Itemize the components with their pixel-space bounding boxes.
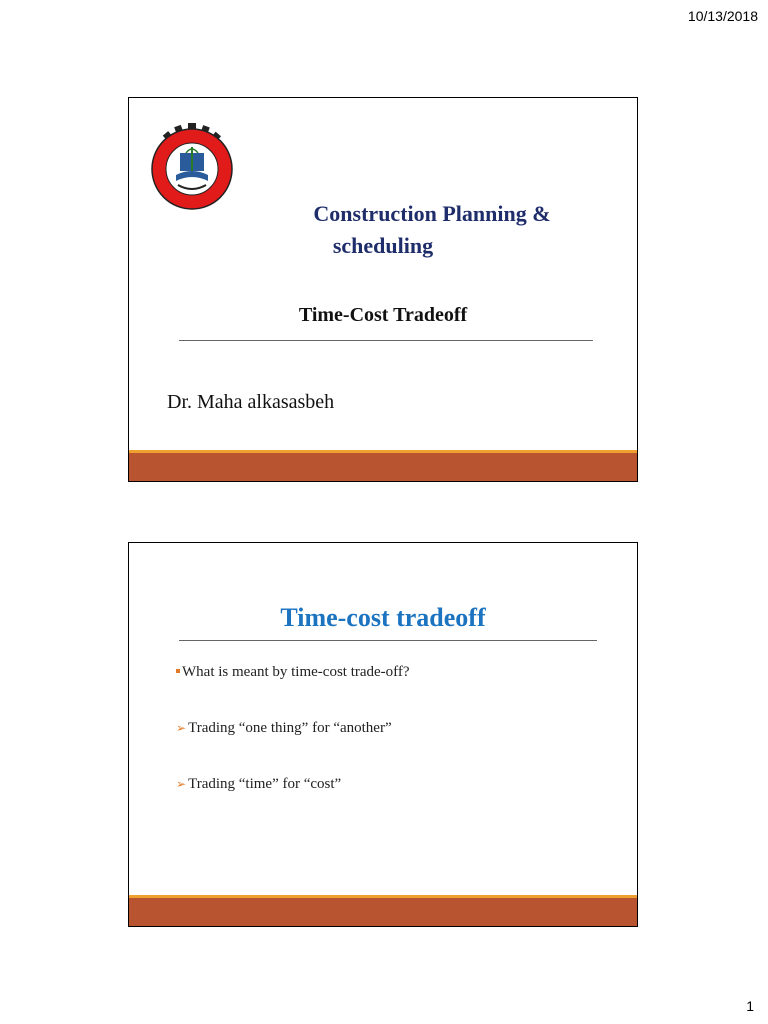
list-item bbox=[176, 776, 341, 793]
deck-title bbox=[129, 198, 637, 262]
slide-footer-bar bbox=[129, 895, 637, 926]
deck-title-line-2: scheduling bbox=[332, 233, 434, 258]
slide-1 bbox=[128, 97, 638, 482]
slide-2 bbox=[128, 542, 638, 927]
bullet-text: Trading “time” for “cost” bbox=[188, 776, 342, 792]
divider bbox=[179, 640, 597, 641]
arrow-bullet-icon: ➢ bbox=[176, 721, 187, 735]
square-bullet-icon bbox=[176, 669, 180, 673]
list-item bbox=[176, 720, 392, 737]
arrow-bullet-icon: ➢ bbox=[176, 777, 187, 791]
author-name: Dr. Maha alkasasbeh bbox=[167, 391, 335, 413]
slide-title: Time-cost tradeoff bbox=[280, 603, 486, 632]
divider bbox=[179, 340, 593, 341]
bullet-text: Trading “one thing” for “another” bbox=[188, 720, 392, 736]
deck-title-line-1: Construction Planning & bbox=[313, 201, 551, 226]
list-item bbox=[176, 664, 410, 681]
bullet-text: What is meant by time-cost trade-off? bbox=[182, 664, 410, 680]
page-date: 10/13/2018 bbox=[687, 8, 758, 24]
page-number: 1 bbox=[746, 998, 754, 1014]
slide-footer-bar bbox=[129, 450, 637, 481]
deck-subtitle: Time-Cost Tradeoff bbox=[298, 304, 468, 326]
